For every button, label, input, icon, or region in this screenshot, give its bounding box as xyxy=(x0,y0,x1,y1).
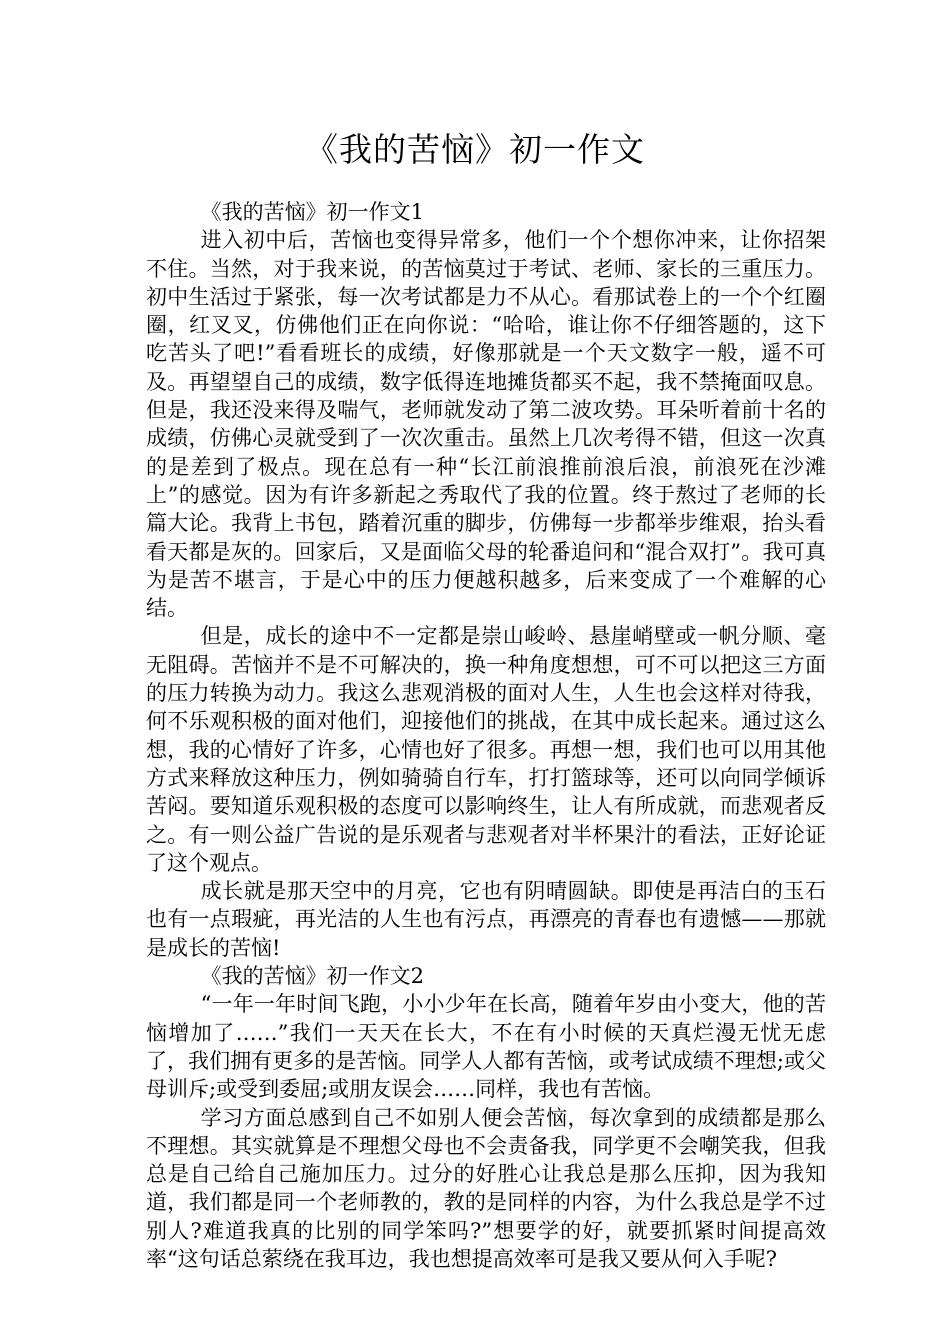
essay-2-paragraph-1: “一年一年时间飞跑，小小少年在长高，随着年岁由小变大，他的苦恼增加了……”我们一天天在长大，不在有小时候的天真烂漫无忧无虑了，我们拥有更多的是苦恼。同学人人都有苦恼，或考试成绩不理想;或父母训斥;或受到委屈;或朋友误会……同样，我也有苦恼。 xyxy=(146,992,826,1102)
document-body xyxy=(146,198,826,1273)
essay-1-paragraph-2: 但是，成长的途中不一定都是崇山峻岭、悬崖峭壁或一帆分顺、毫无阻碍。苦恼并不是不可解决的，换一种角度想想，可不可以把这三方面的压力转换为动力。我这么悲观消极的面对人生，人生也会这样对待我，何不乐观积极的面对他们，迎接他们的挑战，在其中成长起来。通过这么想，我的心情好了许多，心情也好了很多。再想一想，我们也可以用其他方式来释放这种压力，例如骑骑自行车，打打篮球等，还可以向同学倾诉苦闷。要知道乐观积极的态度可以影响终生，让人有所成就，而悲观者反之。有一则公益广告说的是乐观者与悲观者对半杯果汁的看法，正好论证了这个观点。 xyxy=(146,624,826,875)
essay-1-heading: 《我的苦恼》初一作文1 xyxy=(200,200,424,224)
essay-1-paragraph-3: 成长就是那天空中的月亮，它也有阴晴圆缺。即使是再洁白的玉石也有一点瑕疵，再光洁的人生也有污点，再漂亮的青春也有遗憾——那就是成长的苦恼! xyxy=(146,879,826,960)
essay-1-paragraph-1: 进入初中后，苦恼也变得异常多，他们一个个想你冲来，让你招架不住。当然，对于我来说，的苦恼莫过于考试、老师、家长的三重压力。初中生活过于紧张，每一次考试都是力不从心。看那试卷上的一个个红圈圈，红叉叉，仿佛他们正在向你说：“哈哈，谁让你不仔细答题的，这下吃苦头了吧!”看看班长的成绩，好像那就是一个天文数字一般，遥不可及。再望望自己的成绩，数字低得连地摊货都买不起，我不禁掩面叹息。但是，我还没来得及喘气，老师就发动了第二波攻势。耳朵听着前十名的成绩，仿佛心灵就受到了一次次重击。虽然上几次考得不错，但这一次真的是差到了极点。现在总有一种“长江前浪推前浪后浪，前浪死在沙滩上”的感觉。因为有许多新起之秀取代了我的位置。终于熬过了老师的长篇大论。我背上书包，踏着沉重的脚步，仿佛每一步都举步维艰，抬头看看天都是灰的。回家后，又是面临父母的轮番追问和“混合双打”。我可真为是苦不堪言，于是心中的压力便越积越多，后来变成了一个难解的心结。 xyxy=(146,228,826,621)
essay-2-paragraph-2: 学习方面总感到自己不如别人便会苦恼，每次拿到的成绩都是那么不理想。其实就算是不理想父母也不会责备我，同学更不会嘲笑我，但我总是自己给自己施加压力。过分的好胜心让我总是那么压抑，因为我知道，我们都是同一个老师教的，教的是同样的内容，为什么我总是学不过别人?难道我真的比别的同学笨吗?”想要学的好，就要抓紧时间提高效率“这句话总萦绕在我耳边，我也想提高效率可是我又要从何入手呢? xyxy=(146,1105,826,1271)
essay-2-heading: 《我的苦恼》初一作文2 xyxy=(200,964,424,989)
document-title: 《我的苦恼》初一作文 xyxy=(305,130,645,169)
